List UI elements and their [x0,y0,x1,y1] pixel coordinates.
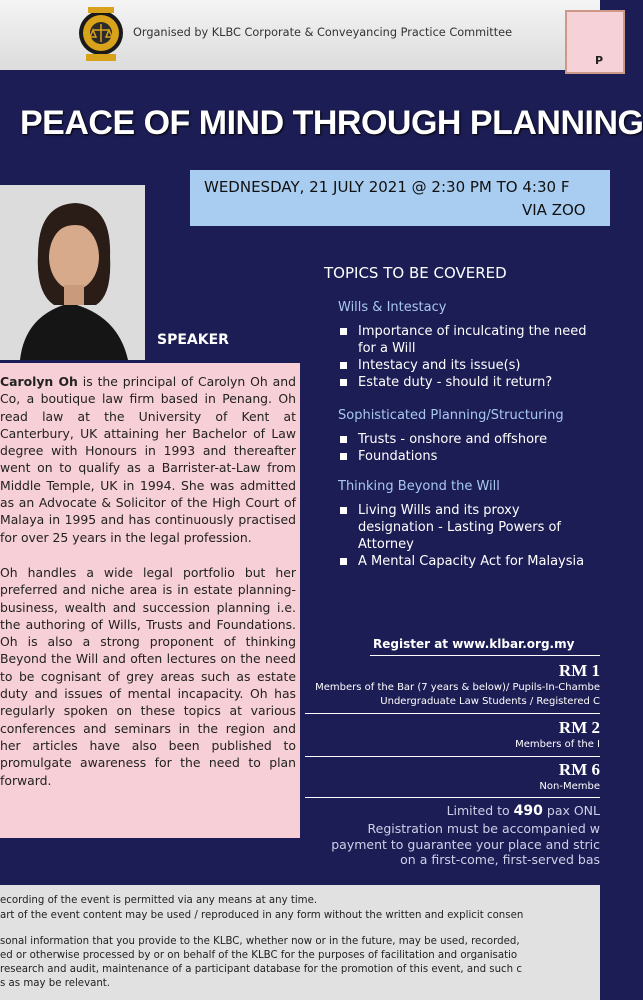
speaker-label: SPEAKER [157,332,229,348]
capacity-suffix: pax ONL [542,803,600,818]
footer-line-5: research and audit, maintenance of a participant database for the promotion of this event, and such c [0,964,522,975]
speaker-photo [0,185,145,360]
topic-list-beyond [338,502,598,570]
footer-line-3: sonal information that you provide to the KLBC, whether now or in the future, may be used, recorded, [0,936,520,947]
price-1-desc-line-1: Members of the Bar (7 years & below)/ Pupils-In-Chambe [315,682,600,693]
price-1-desc-line-2: Undergraduate Law Students / Registered C [380,696,600,707]
price-1: RM 1 [558,661,600,680]
register-link[interactable]: Register at www.klbar.org.my [373,637,575,651]
footer-line-1: ecording of the event is permitted via any means at any time. [0,895,318,906]
speaker-bio [0,363,300,838]
divider [305,797,600,798]
list-item: A Mental Capacity Act for Malaysia [338,553,598,570]
list-item: Estate duty - should it return? [338,374,598,391]
event-platform: VIA ZOO [522,201,586,219]
klbc-crest-logo [76,6,126,64]
topic-section-heading-wills: Wills & Intestacy [338,300,447,315]
topic-list-wills [338,323,598,391]
speaker-portrait-image [0,185,145,360]
header-bar [0,0,600,70]
list-item: Foundations [338,448,598,465]
bio-paragraph-2: Oh handles a wide legal portfolio but her preferred and niche area is in estate planning-business, wealth and succession planning i.e. the authoring of Wills, Trusts and Foundations. Oh is also a strong proponent of thinking Beyond the Will and often lectures on the need to be cognisant of grey areas such as estate duty and issues of mental incapacity. Oh has regularly spoken on these topics at various conferences and seminars in the region and her articles have also been published to promulgate awareness for the need to plan forward. [0,564,296,788]
list-item: Intestacy and its issue(s) [338,357,598,374]
registration-note-2: payment to guarantee your place and stric [331,837,600,852]
list-item: Living Wills and its proxy designation - Lasting Powers of Attorney [338,502,598,553]
divider [305,756,600,757]
price-2-desc: Members of the I [515,739,600,750]
capacity-prefix: Limited to [446,803,514,818]
divider [370,655,600,656]
price-3: RM 6 [558,760,600,779]
bio-paragraph-1-text: is the principal of Carolyn Oh and Co, a boutique law firm based in Penang. Oh read law at the University of Kent at Canterbury, UK attaining her Bachelor of Law degree with Honours in 1993 and thereafter went on to qualify as a Barrister-at-Law from Middle Temple, UK in 1994. She was admitted as an Advocate & Solicitor of the High Court of Malaya in 1995 and has continuously practised for over 25 years in the legal profession. [0,374,296,545]
topic-list-planning [338,431,598,465]
date-box [190,170,610,226]
footer-line-4: ed or otherwise processed by or on behalf of the KLBC for the purposes of facilitation and organisatio [0,950,518,961]
footer-line-2: art of the event content may be used / reproduced in any form without the written and explicit consen [0,910,524,921]
price-3-desc: Non-Membe [539,781,600,792]
corner-tag [565,10,625,74]
list-item: Importance of inculcating the need for a Will [338,323,598,357]
event-date: WEDNESDAY, 21 JULY 2021 @ 2:30 PM TO 4:30 F [204,178,570,196]
capacity-note [447,803,600,819]
divider [305,713,600,714]
capacity-number: 490 [513,803,543,819]
speaker-name: Carolyn Oh [0,374,78,389]
event-title: PEACE OF MIND THROUGH PLANNING [20,104,643,142]
topic-section-heading-beyond: Thinking Beyond the Will [338,479,500,494]
price-2: RM 2 [558,718,600,737]
registration-note-1: Registration must be accompanied w [367,821,600,836]
topics-title: TOPICS TO BE COVERED [324,264,507,282]
footer-disclaimer [0,885,600,1000]
organiser-text: Organised by KLBC Corporate & Conveyancing Practice Committee [133,26,513,39]
bio-paragraph-1 [0,373,296,546]
footer-line-6: s as may be relevant. [0,978,111,989]
registration-note-3: on a first-come, first-served bas [400,852,600,867]
corner-tag-label: P [595,54,604,67]
topic-section-heading-planning: Sophisticated Planning/Structuring [338,408,564,423]
list-item: Trusts - onshore and offshore [338,431,598,448]
